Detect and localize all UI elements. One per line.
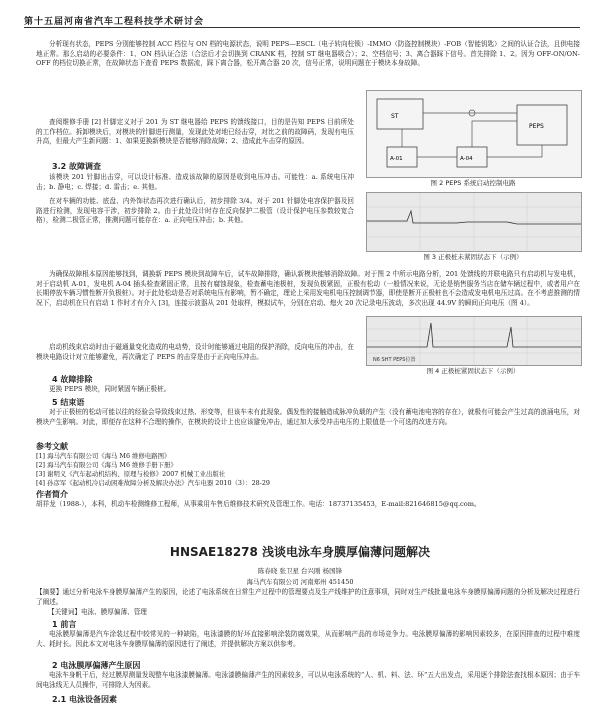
paragraph-4: 在对车辆的功能、底盘、内外饰状态再次进行确认后，初步排除 3/4。对于 201 针脚处电容保护器及回路进行检测，发现电容干涉，初步排除 2。由于此处设计时存在反向保护二极管（设计保护电压参数较宽合格），检测二极管正常，推测问题可能存在：a. 正向电压冲击；b. 其他。: [36, 197, 354, 225]
article-2-section-2-1: 2.1 电泳设备因素: [52, 695, 117, 704]
article-2-section-2: 2 电泳膜厚偏薄产生原因: [52, 661, 141, 670]
reference-3: [3] 谢明义《汽车起动机结构、原理与检修》2007 机械工业出版社: [36, 470, 226, 478]
circuit-label-a01: A-01: [390, 156, 403, 162]
author-bio: 胡祥龙（1988-），本科，机动车检测维修工程师，从事乘用车售后维修技术研究及管理工作。电话：18737135453，E-mail:821646815@qq.com。: [36, 500, 481, 508]
reference-2: [2] 海马汽车有限公司《海马 M6 维修手册下册》: [36, 461, 177, 469]
references-heading: 参考文献: [36, 442, 68, 451]
article-2-paragraph-1: 电泳膜厚偏薄是汽车涂装过程中较常见的一种缺陷，电泳漆膜的好坏直接影响涂装防腐效果，从而影响产品的市场竞争力。电泳膜厚偏薄的影响因素较多，在原因排查的过程中难度大、耗时长。因此本文对电泳车身膜厚偏薄的原因进行了阐述，并提供解决方案以供参考。: [36, 630, 580, 648]
paragraph-1: 分析现有状态，PEPS 分别能够控制 ACC 档位与 ON 档的电源状态，说明 PEPS—ESCL（电子转向柱锁）-IMMO（防盗控制模块）-FOB（智能钥匙）之间的认证合法，且供电接地正常。那么启动的必要条件：1、ON 档认证合法（合法后才会切换到 CRANK 档，控制 ST 继电器吸合）；2、空档信号；3、离合器踩下信号。首先排除 1、2。因为 OFF-ON/ON-OFF 的档位切换正常，在故障状态下查看 PEPS 数据流，踩下离合器，松开离合器 20 次，信号正常，说明问题在于模块本身故障。: [36, 40, 580, 68]
author-heading: 作者简介: [36, 490, 68, 499]
article-2-authors: 陈春晓 张卫星 台兴刚 杨国锋: [257, 567, 343, 575]
reference-1: [1] 海马汽车有限公司《海马 M6 维修电路图》: [36, 452, 171, 460]
paragraph-6: 启动机线束启动时由于磁通量变化造成的电动势，设计时能够通过电阻的保护消除，反向电压的冲击，在模块电路设计对立能够避免，再次确定了 PEPS 的击穿是由于正向电压冲击。: [36, 343, 354, 361]
paragraph-7: 更换 PEPS 模块，同时紧固车辆正极桩。: [49, 385, 171, 393]
waveform-plot-4: [367, 317, 581, 365]
paragraph-8: 对于正极桩的松动可能以往的经验会导致线束过热、形变等，但该车未有此现象。偶发性的接触造成脉冲负载的产生（没有蓄电池电容的存在），就极有可能会产生过高的浪涌电压，对模块产生影响。对此，即便存在这种不合理的操作，在模块的设计上也应该避免冲击，通过加大承受冲击电压的上限值是一个可选的改进方向。: [36, 408, 580, 426]
figure-2-circuit: [366, 90, 582, 178]
figure-2-caption: 图 2 PEPS 系统启动控制电路: [430, 179, 516, 187]
reference-4: [4] 孙彦军《起动机冷启动困难故障分析及解决办法》汽车电器 2010（3）：28-29: [36, 479, 270, 487]
journal-header: 第十五届河南省汽车工程科技学术研讨会: [24, 17, 205, 27]
figure-3-caption: 图 3 正极桩未紧固状态下（示例）: [423, 253, 523, 261]
circuit-label-a04: A-04: [460, 156, 473, 162]
paragraph-3: 该模块 201 针脚出击穿，可以设计标准、造成该故障的原因是收到电压冲击。可能性：a. 系统电压冲击；b. 静电；c. 焊接；d. 雷击；e. 其他。: [36, 173, 354, 191]
section-3-2-heading: 3.2 故障调查: [52, 162, 101, 171]
article-2-abstract: 【摘要】通过分析电泳车身膜厚偏薄产生的原因，论述了电泳系统在日常生产过程中的管理要点及生产线维护的注意事项，同时对生产线批量电泳车身膜厚偏薄问题的分析及解决过程进行了阐述。: [36, 588, 580, 606]
article-2-section-1: 1 前言: [52, 620, 77, 629]
figure-3-waveform: [366, 192, 582, 252]
paragraph-2: 查阅维修手册 [2] 针脚定义对于 201 为 ST 继电器给 PEPS 的馈线接口，目的是告知 PEPS 目前所处的工作档位。拆卸模块后，对模块的针脚进行测量，发现此处对地已经击穿，对比之前的故障码，发现有电压升高，但最大产生新问题：1、如果更换新模块是否能够消除故障；2、造成此车击穿的原因。: [36, 118, 354, 146]
waveform-note: N6 SHT PEPS位置: [373, 357, 416, 363]
header-rule: [24, 27, 580, 28]
article-2-affiliation: 海马汽车有限公司 河南郑州 451450: [246, 578, 354, 586]
article-2-title: HNSAE18278 浅谈电泳车身膜厚偏薄问题解决: [169, 545, 431, 559]
section-4-heading: 4 故障排除: [52, 375, 93, 384]
article-2-keywords: 【关键词】电泳、膜厚偏薄、管理: [48, 608, 147, 616]
article-2-paragraph-2: 电泳车身帆干后，经过膜厚测量发现整车电泳漆膜偏薄。电泳漆膜偏薄产生的因素较多，可以从电泳系统的“人、机、料、法、环”五大出发点，采用逐个排除法查找根本原因；由于车间电泳线无人员操作，可排除人为因素。: [36, 671, 580, 689]
paragraph-5: 为确保故障根本原因能够找到，调换新 PEPS 模块到故障车后，试车故障排除，确认新模块能够消除故障。对于图 2 中所示电路分析，201 处馈线的并联电路只有启动机与发电机，对于启动机 A-01，发电机 A-04 插头检查紧固正常，且按有腐蚀现象，检查蓄电池极桩，发现负极紧固，正极有松动（一般情况来说，无论是销售服务当店在储车辆过程中，或者用户在长期停放车辆习惯性断开负极桩）。对于此处松动是否对系统电压有影响，暂不确定，理论上采用发电机电压控制调节器，即使是断开正极桩也不会造成发电机电压过高。在不考虑推测的情况下，启动机在只有启动 1 作时才有介入 [3]，连接示波器从 201 处取样，模拟试车，分别在启动、熄火 20 次记录电压波动，多次出现 44.9V 的瞬间正向电压（图 4）。: [36, 270, 580, 307]
waveform-plot-3: [367, 193, 581, 251]
section-5-heading: 5 结束语: [52, 398, 85, 407]
reference-list: [36, 452, 576, 488]
figure-4-caption: 图 4 正极桩紧固状态下（示例）: [426, 367, 520, 375]
circuit-label-peps: PEPS: [529, 123, 544, 130]
circuit-label-st: ST: [391, 113, 399, 120]
figure-4-waveform: [366, 316, 582, 366]
circuit-diagram: [367, 91, 581, 177]
